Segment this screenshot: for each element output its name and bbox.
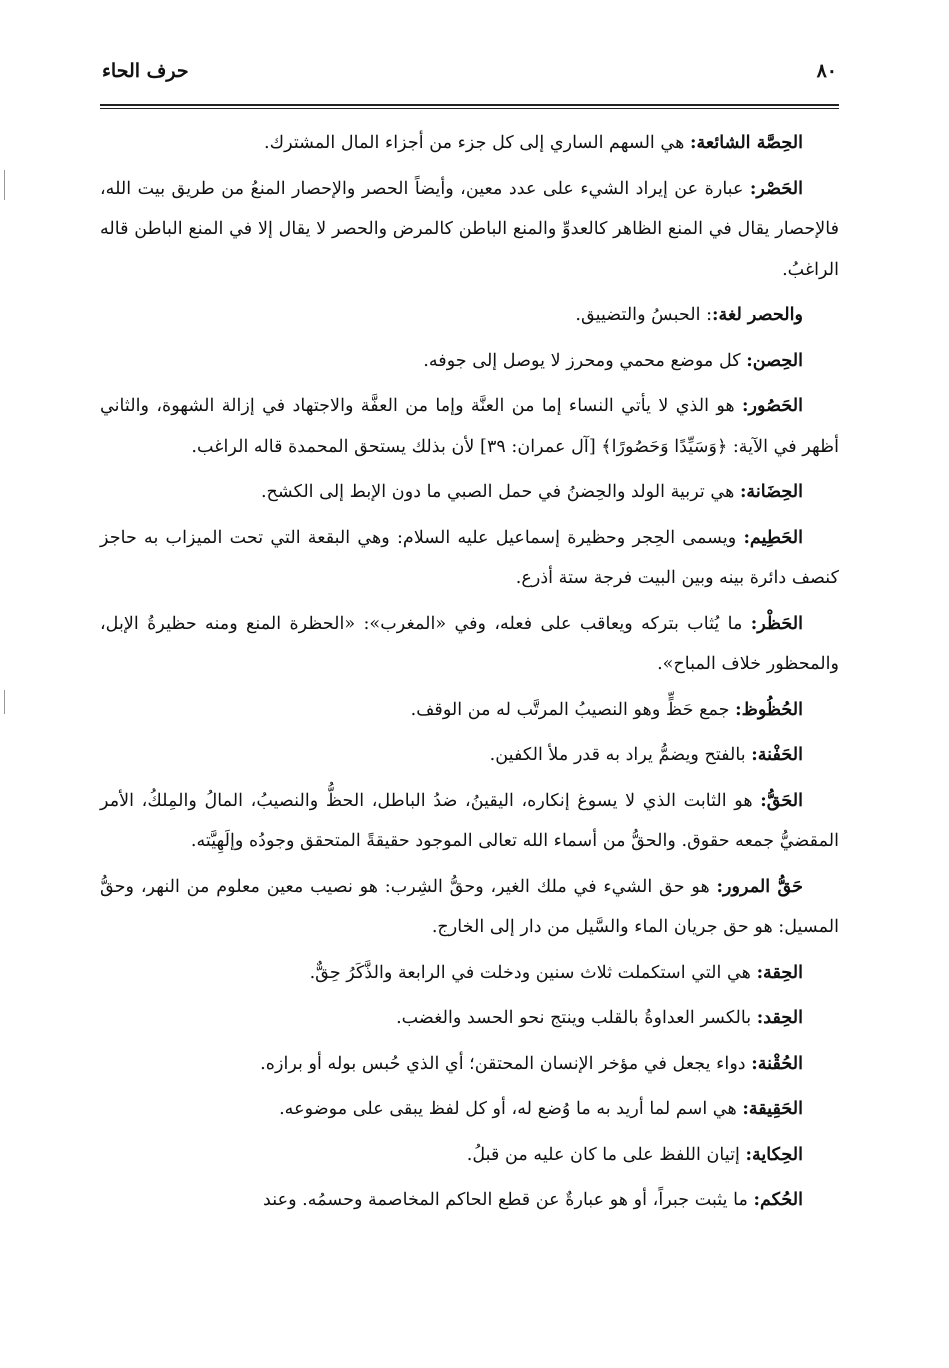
glossary-entry bbox=[100, 1135, 839, 1176]
entry-term: والحصر لغة: bbox=[712, 304, 803, 325]
entry-definition: ما يُثاب بتركه ويعاقب على فعله، وفي «المغرب»: «الحظرة المنع ومنه حظيرةُ الإبل، والمحظور خلاف المباح». bbox=[100, 613, 839, 674]
entry-definition: هي السهم الساري إلى كل جزء من أجزاء المال المشترك. bbox=[264, 133, 690, 153]
entry-term: الحَطِيم: bbox=[743, 526, 803, 548]
glossary-entry bbox=[100, 1089, 839, 1130]
header-rule bbox=[100, 104, 839, 109]
entry-definition: هي اسم لما أريد به ما وُضع له، أو كل لفظ يبقى على موضوعه. bbox=[279, 1099, 743, 1119]
glossary-entry bbox=[100, 953, 839, 994]
entry-definition: : الحبسُ والتضييق. bbox=[575, 305, 713, 325]
entry-term: الحِصن: bbox=[746, 349, 803, 371]
entry-definition: دواء يجعل في مؤخر الإنسان المحتقن؛ أي الذي حُبس بوله أو برازه. bbox=[260, 1053, 752, 1074]
glossary-entry bbox=[100, 472, 839, 513]
glossary-entries bbox=[100, 123, 839, 1221]
glossary-entry bbox=[100, 1044, 839, 1085]
glossary-entry bbox=[100, 690, 839, 731]
glossary-entry bbox=[100, 604, 839, 685]
entry-definition: هي التي استكملت ثلاث سنين ودخلت في الرابعة والذَّكَرُ حِقٌّ. bbox=[309, 962, 757, 983]
entry-term: الحِقة: bbox=[756, 961, 803, 983]
glossary-entry bbox=[100, 1180, 839, 1221]
entry-definition: هي تربية الولد والحِضنُ في حمل الصبي ما دون الإبط إلى الكشح. bbox=[260, 482, 740, 502]
glossary-entry bbox=[100, 781, 839, 862]
entry-definition: هو الثابت الذي لا يسوغ إنكاره، اليقينُ، ضدُ الباطل، الحظُّ والنصيبُ، المالُ والمِلكُ، الأمر المقضيُّ جمعه حقوق. والحقُّ من أسماء الله تعالى الموجود حقيقةً المتحقق وجودُه وإلَهِيَّته. bbox=[100, 790, 839, 851]
page-edge-mark bbox=[4, 170, 5, 200]
chapter-title: حرف الحاء bbox=[102, 60, 189, 82]
entry-term: الحِكاية: bbox=[745, 1143, 803, 1165]
glossary-entry bbox=[100, 341, 839, 382]
glossary-entry bbox=[100, 867, 839, 948]
glossary-entry bbox=[100, 386, 839, 467]
page-edge-mark bbox=[4, 690, 5, 714]
entry-term: الحَفْنة: bbox=[751, 744, 803, 765]
entry-definition: جمع حَظٍّ وهو النصيبُ المرتَّب له من الوقف. bbox=[410, 699, 736, 720]
entry-term: الحُكم: bbox=[753, 1189, 803, 1210]
entry-definition: هو الذي لا يأتي النساء إما من العنَّة وإما من العفَّة والاجتهاد في إزالة الشهوة، والثاني أظهر في الآية: ﴿وَسَيِّدًا وَحَصُورًا﴾ [آل عمران: ٣٩] لأن بذلك يستحق المحمدة قاله الراغب. bbox=[100, 396, 839, 457]
glossary-entry bbox=[100, 295, 839, 336]
glossary-entry bbox=[100, 518, 839, 599]
entry-definition: عبارة عن إيراد الشيء على عدد معين، وأيضاً الحصر والإحصار المنعُ من طريق بيت الله، فالإحصار يقال في المنع الظاهر كالعدوِّ والمنع الباطن كالمرض والحصر لا يقال إلا في المنع الباطن قاله الراغبُ. bbox=[100, 178, 839, 280]
entry-definition: كل موضع محمي ومحرز لا يوصل إلى جوفه. bbox=[423, 350, 747, 371]
entry-definition: بالفتح ويضمُّ يراد به قدر ملأ الكفين. bbox=[489, 745, 752, 765]
entry-term: الحَقُّ: bbox=[760, 789, 803, 811]
entry-definition: ما يثبت جبراً، أو هو عبارةٌ عن قطع الحاكم المخاصمة وحسمُه. وعند bbox=[263, 1190, 754, 1210]
entry-definition: هو حق الشيء في ملك الغير، وحقُّ الشِرب: هو نصيب معين معلوم من النهر، وحقُّ المسيل: هو حق جريان الماء والسَّيل من دار إلى الخارج. bbox=[100, 876, 839, 937]
entry-term: الحِضَانة: bbox=[739, 481, 803, 502]
entry-term: حَقُّ المرور: bbox=[716, 875, 804, 897]
entry-definition: ويسمى الحِجر وحظيرة إسماعيل عليه السلام: وهي البقعة التي تحت الميزاب به حاجز كنصف دائرة بينه وبين البيت فرجة ستة أذرع. bbox=[100, 527, 839, 588]
entry-term: الحُظُوظ: bbox=[735, 698, 803, 720]
entry-term: الحَصُور: bbox=[742, 395, 803, 416]
entry-term: الحَقِيقة: bbox=[742, 1098, 803, 1119]
entry-term: الحِقد: bbox=[756, 1007, 803, 1028]
glossary-entry bbox=[100, 998, 839, 1039]
entry-definition: بالكسر العداوةُ بالقلب وينتج نحو الحسد والغضب. bbox=[396, 1008, 757, 1028]
page-number: ٨٠ bbox=[816, 60, 837, 82]
entry-term: الحَظْر: bbox=[750, 612, 803, 634]
entry-definition: إتيان اللفظ على ما كان عليه من قبلُ. bbox=[466, 1144, 746, 1165]
book-page bbox=[100, 60, 839, 1338]
entry-term: الحُقْنة: bbox=[751, 1052, 803, 1074]
glossary-entry bbox=[100, 169, 839, 291]
glossary-entry bbox=[100, 123, 839, 164]
glossary-entry bbox=[100, 735, 839, 776]
entry-term: الحَصْر: bbox=[749, 177, 803, 199]
entry-term: الحِصَّة الشائعة: bbox=[689, 132, 803, 153]
running-head bbox=[100, 60, 839, 104]
